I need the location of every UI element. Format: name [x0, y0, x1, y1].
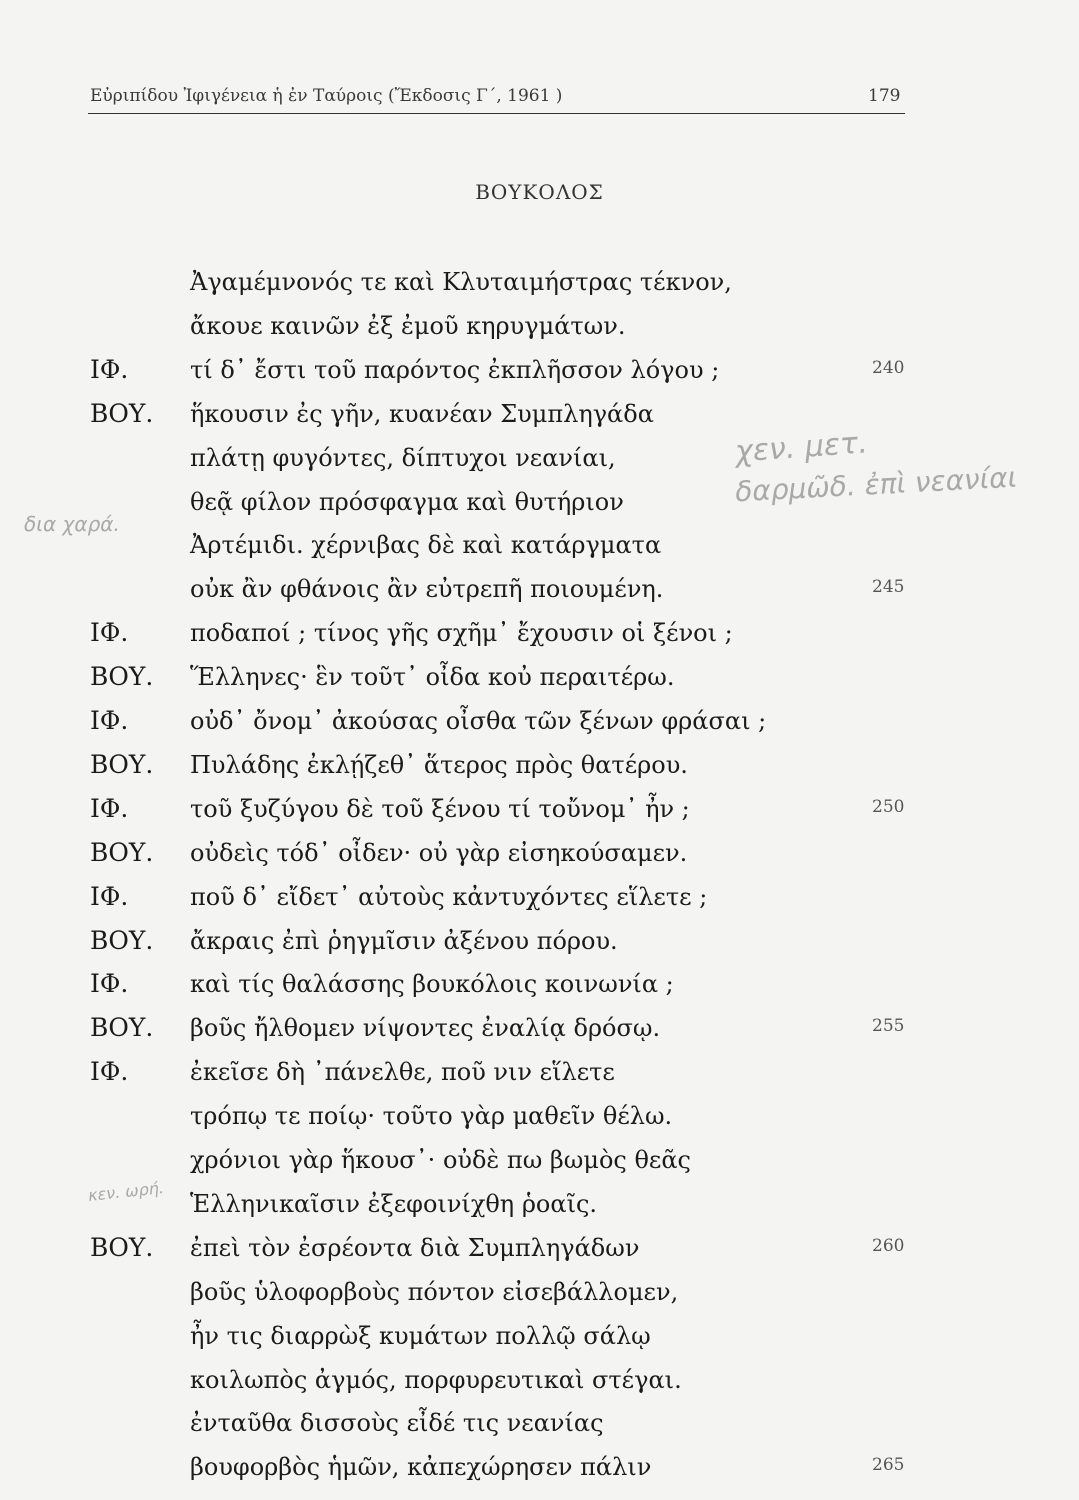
verse-text: Ἀγαμέμνονός τε καὶ Κλυταιμήστρας τέκνον,: [190, 268, 732, 296]
verse-line: [0, 396, 1079, 440]
speaker-label: ΒΟΥ.: [90, 662, 154, 692]
handwritten-note-left-1: δια χαρά.: [24, 512, 120, 536]
verse-text: ἦν τις διαρρὼξ κυμάτων πολλῷ σάλῳ: [190, 1321, 651, 1350]
line-number: 250: [872, 796, 905, 817]
verse-line: [0, 1230, 1079, 1274]
speaker-label: ΙΦ.: [90, 354, 129, 384]
speaker-label: ΙΦ.: [90, 1057, 129, 1087]
speaker-label: ΒΟΥ.: [90, 925, 154, 955]
verse-line: [0, 1010, 1079, 1054]
verse-text: βουφορβὸς ἡμῶν, κἀπεχώρησεν πάλιν: [190, 1453, 652, 1482]
speaker-label: ΒΟΥ.: [90, 1013, 154, 1043]
speaker-label: ΙΦ.: [90, 969, 129, 999]
verse-line: [0, 615, 1079, 659]
speaker-label: ΒΟΥ.: [90, 1232, 154, 1262]
verse-line: [0, 1362, 1079, 1406]
verse-line: [0, 791, 1079, 835]
verse-text: ἐκεῖσε δὴ ᾽πάνελθε, ποῦ νιν εἵλετε: [190, 1058, 615, 1087]
line-number: 245: [872, 577, 905, 598]
verse-text: χρόνιοι γὰρ ἥκουσ᾽· οὐδὲ πω βωμὸς θεᾶς: [190, 1146, 691, 1174]
handwritten-note-right-2: δαρμῶδ. ἐπὶ νεανίαι: [734, 460, 1018, 509]
header-rule: [88, 113, 905, 114]
running-head: Εὐριπίδου Ἰφιγένεια ἡ ἐν Ταύροις (Ἔκδοσις Γ΄, 1961 ): [90, 86, 563, 106]
verse-text: οὐδεὶς τόδ᾽ οἶδεν· οὐ γὰρ εἰσηκούσαμεν.: [190, 838, 688, 867]
verse-line: [0, 835, 1079, 879]
speaker-label: ΙΦ.: [90, 706, 129, 735]
line-number: 240: [872, 357, 905, 378]
verse-text: Πυλάδης ἐκλῄζεθ᾽ ἅτερος πρὸς θατέρου.: [190, 750, 688, 779]
verse-text: οὐδ᾽ ὄνομ᾽ ἀκούσας οἶσθα τῶν ξένων φράσαι ;: [190, 707, 767, 735]
verse-text: Ἀρτέμιδι. χέρνιβας δὲ καὶ κατάργματα: [190, 531, 662, 560]
verse-line: [0, 747, 1079, 791]
page-number: 179: [868, 86, 901, 106]
verse-text: πλάτῃ φυγόντες, δίπτυχοι νεανίαι,: [190, 443, 616, 472]
speaker-label: ΙΦ.: [90, 881, 129, 911]
verse-line: [0, 1274, 1079, 1318]
verse-line: [0, 1318, 1079, 1362]
verse-text: ἥκουσιν ἐς γῆν, κυανέαν Συμπληγάδα: [190, 399, 654, 428]
verse-text: βοῦς ὑλοφορβοὺς πόντον εἰσεβάλλομεν,: [190, 1277, 679, 1306]
line-number: 265: [872, 1455, 905, 1476]
speaker-label: ΙΦ.: [90, 793, 129, 823]
verse-text: ποδαποί ; τίνος γῆς σχῆμ᾽ ἔχουσιν οἱ ξένοι ;: [190, 619, 733, 648]
verse-line: [0, 1054, 1079, 1098]
line-number: 260: [872, 1235, 905, 1256]
verse-text: θεᾷ φίλον πρόσφαγμα καὶ θυτήριον: [190, 487, 624, 516]
verse-line: [0, 571, 1079, 615]
speaker-label: ΒΟΥ.: [90, 837, 154, 867]
verse-line: [0, 879, 1079, 923]
speaker-label: ΒΟΥ.: [90, 749, 154, 779]
verse-text: Ἕλληνες· ἓν τοῦτ᾽ οἶδα κοὐ περαιτέρω.: [190, 663, 675, 692]
speaker-label: ΙΦ.: [90, 618, 129, 648]
verse-line: [0, 966, 1079, 1010]
verse-text: τί δ᾽ ἔστι τοῦ παρόντος ἐκπλῆσσον λόγου ;: [190, 355, 720, 384]
verse-line: [0, 264, 1079, 308]
verse-text: κοιλωπὸς ἀγμός, πορφυρευτικαὶ στέγαι.: [190, 1365, 682, 1394]
verse-text: τοῦ ξυζύγου δὲ τοῦ ξένου τί τοὔνομ᾽ ἦν ;: [190, 794, 690, 823]
line-number: 255: [872, 1016, 905, 1037]
verse-text: Ἑλληνικαῖσιν ἐξεφοινίχθη ῥοαῖς.: [190, 1189, 598, 1218]
verse-line: [0, 1405, 1079, 1449]
verse-text: τρόπῳ τε ποίῳ· τοῦτο γὰρ μαθεῖν θέλω.: [190, 1102, 673, 1131]
speaker-heading: ΒΟΥΚΟΛΟΣ: [475, 180, 604, 204]
verse-line: [0, 1449, 1079, 1493]
verse-text: οὐκ ἂν φθάνοις ἂν εὐτρεπῆ ποιουμένη.: [190, 575, 664, 604]
verse-text: ποῦ δ᾽ εἴδετ᾽ αὐτοὺς κἀντυχόντες εἵλετε ;: [190, 882, 708, 911]
speaker-label: ΒΟΥ.: [90, 398, 154, 428]
verse-line: [0, 659, 1079, 703]
verse-text: ἄκουε καινῶν ἐξ ἐμοῦ κηρυγμάτων.: [190, 311, 626, 340]
verse-line: [0, 1098, 1079, 1142]
verse-line: [0, 308, 1079, 352]
verse-line: [0, 527, 1079, 571]
handwritten-note-left-2: κεν. ωρή.: [87, 1178, 165, 1205]
verse-line: [0, 352, 1079, 396]
verse-text: ἐνταῦθα δισσοὺς εἶδέ τις νεανίας: [190, 1409, 604, 1438]
verse-text: ἄκραις ἐπὶ ῥηγμῖσιν ἀξένου πόρου.: [190, 926, 618, 955]
verse-line: [0, 923, 1079, 967]
verse-line: [0, 703, 1079, 747]
verse-text: βοῦς ἤλθομεν νίψοντες ἐναλίᾳ δρόσῳ.: [190, 1014, 661, 1043]
verse-text: καὶ τίς θαλάσσης βουκόλοις κοινωνία ;: [190, 970, 674, 999]
verse-text: ἐπεὶ τὸν ἐσρέοντα διὰ Συμπληγάδων: [190, 1233, 640, 1262]
handwritten-note-right-1: χεν. μετ.: [733, 425, 869, 470]
